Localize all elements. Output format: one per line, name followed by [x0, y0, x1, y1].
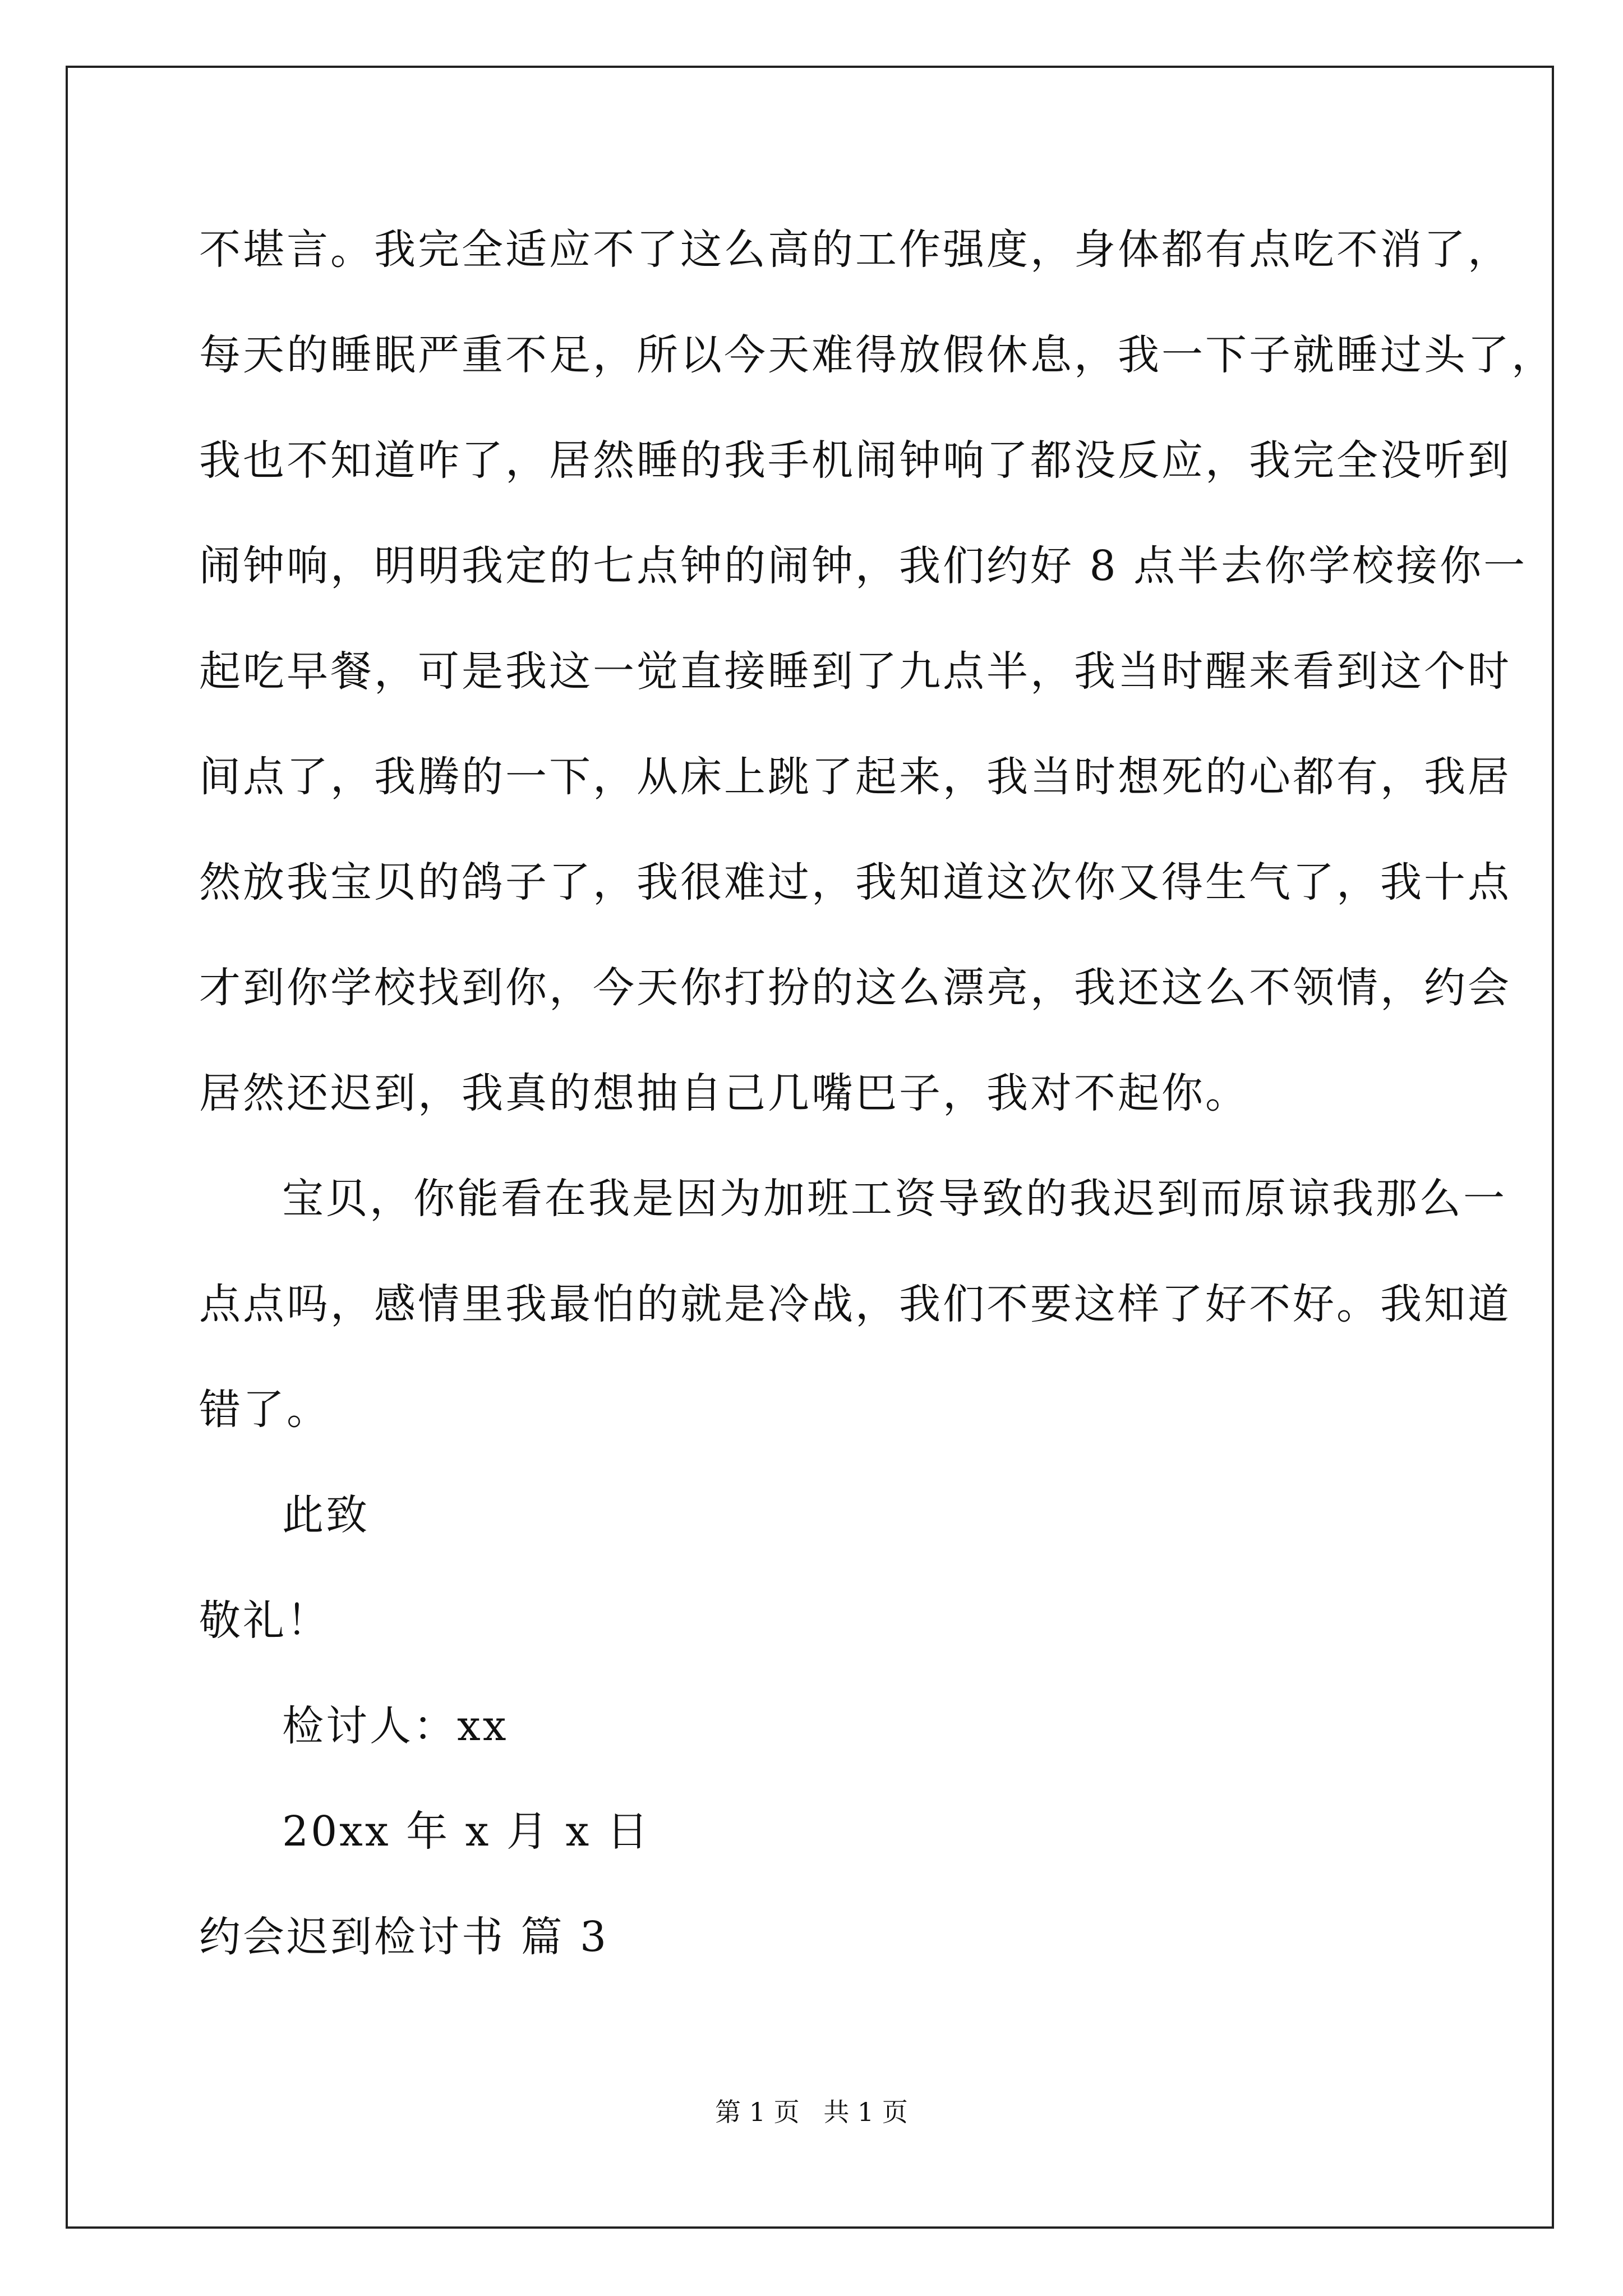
- page-frame: [66, 66, 1554, 2229]
- paragraph-line: 然放我宝贝的鸽子了，我很难过，我知道这次你又得生气了，我十点: [199, 858, 1511, 907]
- paragraph-line: 每天的睡眠严重不足，所以今天难得放假休息，我一下子就睡过头了，: [199, 331, 1555, 379]
- paragraph-line: 错了。: [199, 1386, 330, 1434]
- paragraph-line: 闹钟响，明明我定的七点钟的闹钟，我们约好 8 点半去你学校接你一: [199, 542, 1528, 590]
- page-total: 共 1 页: [823, 2097, 908, 2127]
- page-number: 第 1 页: [715, 2097, 800, 2127]
- paragraph-line: 不堪言。我完全适应不了这么高的工作强度，身体都有点吃不消了，: [199, 226, 1511, 274]
- page-footer: [0, 2095, 1623, 2129]
- paragraph-line: 才到你学校找到你，今天你打扮的这么漂亮，我还这么不领情，约会: [199, 964, 1511, 1012]
- signer-line: 检讨人：xx: [282, 1702, 509, 1750]
- paragraph-line: 我也不知道咋了，居然睡的我手机闹钟响了都没反应，我完全没听到: [199, 436, 1511, 485]
- paragraph-line: 居然还迟到，我真的想抽自己几嘴巴子，我对不起你。: [199, 1069, 1249, 1117]
- paragraph-line: 宝贝，你能看在我是因为加班工资导致的我迟到而原谅我那么一: [282, 1175, 1507, 1223]
- closing-salutation: 此致: [282, 1491, 370, 1539]
- section-title: 约会迟到检讨书 篇 3: [199, 1913, 609, 1961]
- closing-regards: 敬礼！: [199, 1596, 330, 1645]
- paragraph-line: 起吃早餐，可是我这一觉直接睡到了九点半，我当时醒来看到这个时: [199, 647, 1511, 696]
- paragraph-line: 间点了，我腾的一下，从床上跳了起来，我当时想死的心都有，我居: [199, 753, 1511, 801]
- date-line: 20xx 年 x 月 x 日: [282, 1807, 651, 1856]
- paragraph-line: 点点吗，感情里我最怕的就是冷战，我们不要这样了好不好。我知道: [199, 1280, 1511, 1328]
